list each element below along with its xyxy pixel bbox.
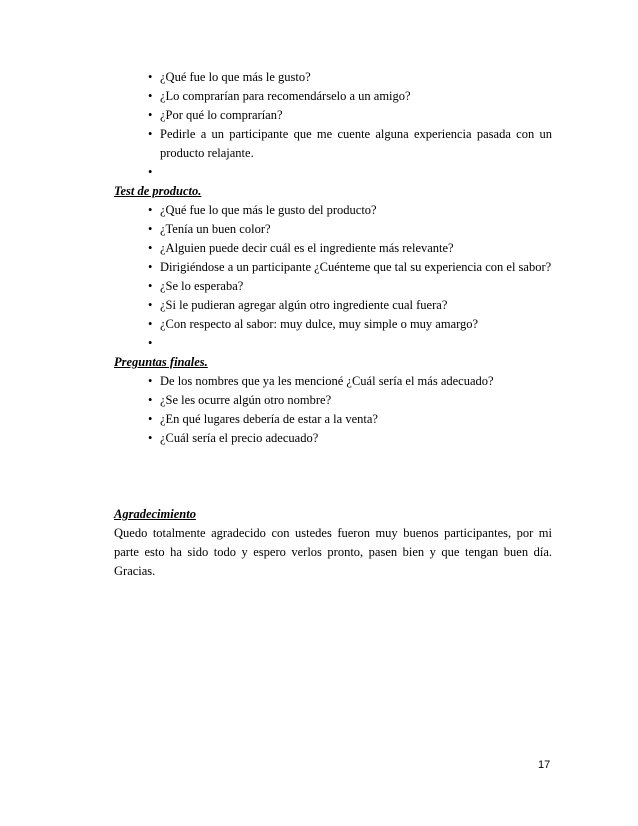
bullet-icon: • — [148, 336, 153, 350]
list-item-text: De los nombres que ya les mencioné ¿Cuál sería el más adecuado? — [160, 374, 494, 388]
bullet-icon: • — [148, 279, 153, 293]
bullet-icon: • — [148, 108, 153, 122]
list-item — [114, 201, 552, 220]
list-item-text: ¿Alguien puede decir cuál es el ingrediente más relevante? — [160, 241, 454, 255]
bullet-icon: • — [148, 374, 153, 388]
bullet-icon: • — [148, 165, 153, 179]
list-item-text: Pedirle a un participante que me cuente alguna experiencia pasada con un producto relajante. — [160, 127, 552, 160]
list-item-text: Dirigiéndose a un participante ¿Cuénteme que tal su experiencia con el sabor? — [160, 260, 552, 274]
bullet-icon: • — [148, 393, 153, 407]
intro-question-list — [114, 68, 552, 182]
bullet-icon: • — [148, 260, 153, 274]
test-de-producto-list — [114, 201, 552, 353]
list-item — [114, 68, 552, 87]
bullet-icon: • — [148, 298, 153, 312]
bullet-icon: • — [148, 412, 153, 426]
bullet-icon: • — [148, 89, 153, 103]
list-item — [114, 391, 552, 410]
list-item-text: ¿Si le pudieran agregar algún otro ingrediente cual fuera? — [160, 298, 448, 312]
list-item — [114, 429, 552, 448]
list-item — [114, 410, 552, 429]
list-item — [114, 296, 552, 315]
list-item-text: ¿Por qué lo comprarían? — [160, 108, 283, 122]
closing-paragraph: Quedo totalmente agradecido con ustedes fueron muy buenos participantes, por mi parte esto ha sido todo y espero verlos pronto, pasen bien y que tengan buen día. Gracias. — [114, 526, 552, 578]
vertical-spacer — [114, 448, 552, 505]
list-item — [114, 239, 552, 258]
bullet-icon: • — [148, 317, 153, 331]
bullet-icon: • — [148, 127, 153, 141]
list-item-text: ¿Tenía un buen color? — [160, 222, 271, 236]
list-item — [114, 220, 552, 239]
list-item-text: ¿Se lo esperaba? — [160, 279, 244, 293]
list-item — [114, 334, 552, 353]
page-number: 17 — [538, 759, 551, 771]
list-item — [114, 277, 552, 296]
list-item — [114, 163, 552, 182]
list-item — [114, 106, 552, 125]
section-title-test-de-producto: Test de producto. — [114, 184, 202, 198]
page-content — [114, 68, 552, 581]
bullet-icon: • — [148, 431, 153, 445]
list-item — [114, 125, 552, 163]
list-item-text: ¿Se les ocurre algún otro nombre? — [160, 393, 332, 407]
list-item-text: ¿Cuál sería el precio adecuado? — [160, 431, 319, 445]
list-item-text: ¿En qué lugares debería de estar a la venta? — [160, 412, 378, 426]
list-item-text: ¿Qué fue lo que más le gusto? — [160, 70, 311, 84]
list-item — [114, 258, 552, 277]
bullet-icon: • — [148, 203, 153, 217]
bullet-icon: • — [148, 241, 153, 255]
bullet-icon: • — [148, 222, 153, 236]
section-title-preguntas-finales: Preguntas finales. — [114, 355, 208, 369]
closing-title: Agradecimiento — [114, 507, 196, 521]
list-item — [114, 315, 552, 334]
list-item-text: ¿Qué fue lo que más le gusto del producto? — [160, 203, 377, 217]
list-item-text: ¿Con respecto al sabor: muy dulce, muy simple o muy amargo? — [160, 317, 479, 331]
list-item-text: ¿Lo comprarían para recomendárselo a un amigo? — [160, 89, 411, 103]
list-item — [114, 372, 552, 391]
preguntas-finales-list — [114, 372, 552, 448]
bullet-icon: • — [148, 70, 153, 84]
list-item — [114, 87, 552, 106]
